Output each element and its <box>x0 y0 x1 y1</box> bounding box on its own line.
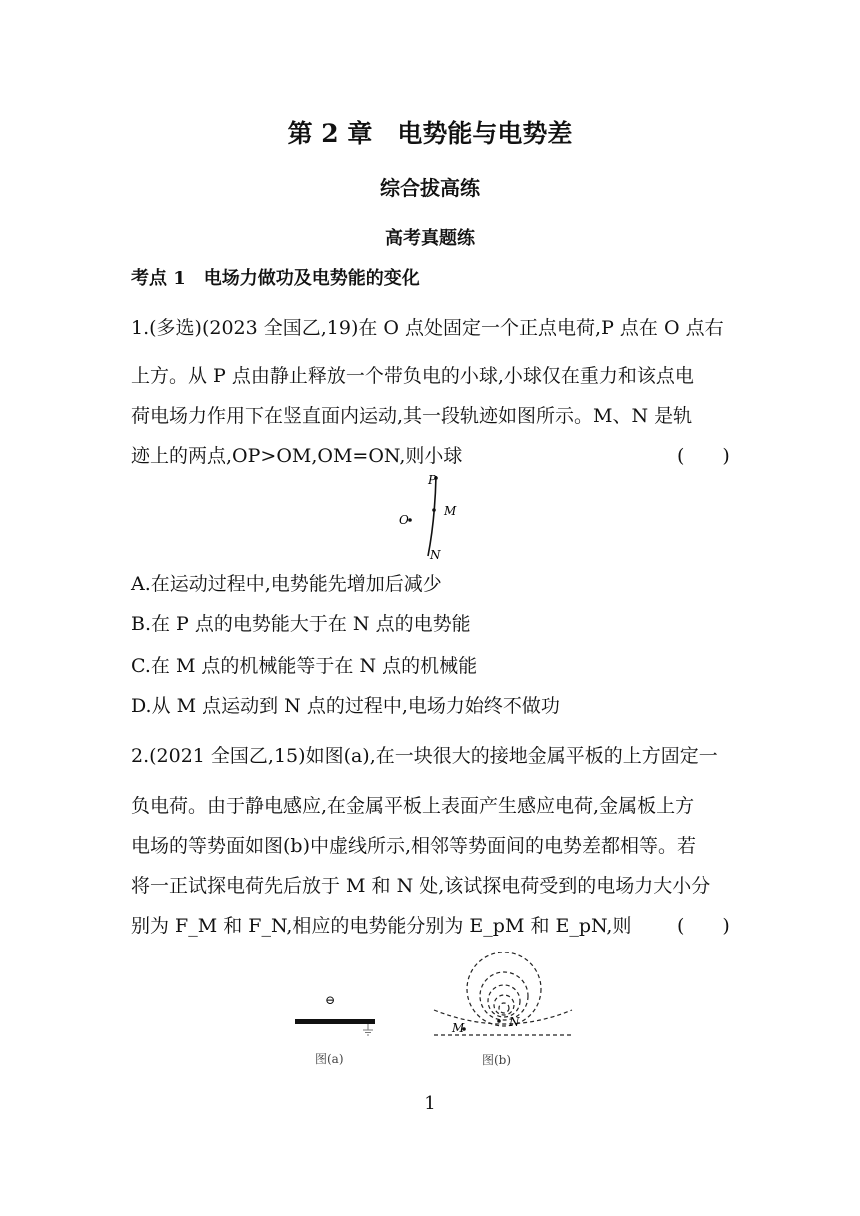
equipotential-line <box>494 995 514 1015</box>
label-o: O <box>399 513 409 527</box>
metal-plate <box>295 1019 375 1024</box>
equipotential-line <box>499 1003 509 1013</box>
figure-a-caption: 图(a) <box>315 1052 344 1066</box>
point-n-dot <box>497 1019 501 1023</box>
page-number: 1 <box>424 1093 436 1114</box>
label-m: M <box>452 1021 465 1035</box>
negative-charge-icon: ⊖ <box>325 993 336 1007</box>
q2-answer-paren: ( ) <box>677 915 730 937</box>
q2-figure-b <box>430 952 575 1074</box>
q2-line-5: 别为 F_M 和 F_N,相应的电势能分别为 E_pM 和 E_pN,则 <box>131 915 632 937</box>
subsection-title: 高考真题练 <box>385 228 475 249</box>
label-m: M <box>444 504 457 518</box>
q1-option-a: A.在运动过程中,电势能先增加后减少 <box>131 573 442 595</box>
q1-line-3: 荷电场力作用下在竖直面内运动,其一段轨迹如图所示。M、N 是轨 <box>131 405 693 427</box>
q2-line-4: 将一正试探电荷先后放于 M 和 N 处,该试探电荷受到的电场力大小分 <box>131 875 711 897</box>
q2-line-1: 2.(2021 全国乙,15)如图(a),在一块很大的接地金属平板的上方固定一 <box>131 745 718 767</box>
q1-option-d: D.从 M 点运动到 N 点的过程中,电场力始终不做功 <box>131 695 560 717</box>
q1-option-b: B.在 P 点的电势能大于在 N 点的电势能 <box>131 613 471 635</box>
equipotential-line <box>488 985 520 1017</box>
topic-heading: 考点 1 电场力做功及电势能的变化 <box>131 268 420 289</box>
label-n: N <box>430 548 441 562</box>
q1-answer-paren: ( ) <box>677 445 730 467</box>
label-p: P <box>428 473 437 487</box>
q2-line-2: 负电荷。由于静电感应,在金属平板上表面产生感应电荷,金属板上方 <box>131 795 695 817</box>
q2-line-3: 电场的等势面如图(b)中虚线所示,相邻等势面间的电势差都相等。若 <box>131 835 697 857</box>
chapter-title: 第 2 章 电势能与电势差 <box>287 119 573 148</box>
figure-b-caption: 图(b) <box>482 1053 512 1067</box>
q1-line-2: 上方。从 P 点由静止释放一个带负电的小球,小球仅在重力和该点电 <box>131 365 694 387</box>
q2-figure-a <box>285 985 395 1070</box>
section-title: 综合拔高练 <box>380 176 480 200</box>
trajectory-curve <box>428 476 436 556</box>
q1-trajectory-figure <box>390 470 480 562</box>
q1-line-1: 1.(多选)(2023 全国乙,19)在 O 点处固定一个正点电荷,P 点在 O 点右 <box>131 317 724 339</box>
q1-option-c: C.在 M 点的机械能等于在 N 点的机械能 <box>131 655 478 677</box>
label-n: N <box>509 1015 520 1029</box>
q1-line-4: 迹上的两点,OP>OM,OM=ON,则小球 <box>131 445 463 467</box>
point-m-dot <box>432 508 436 512</box>
